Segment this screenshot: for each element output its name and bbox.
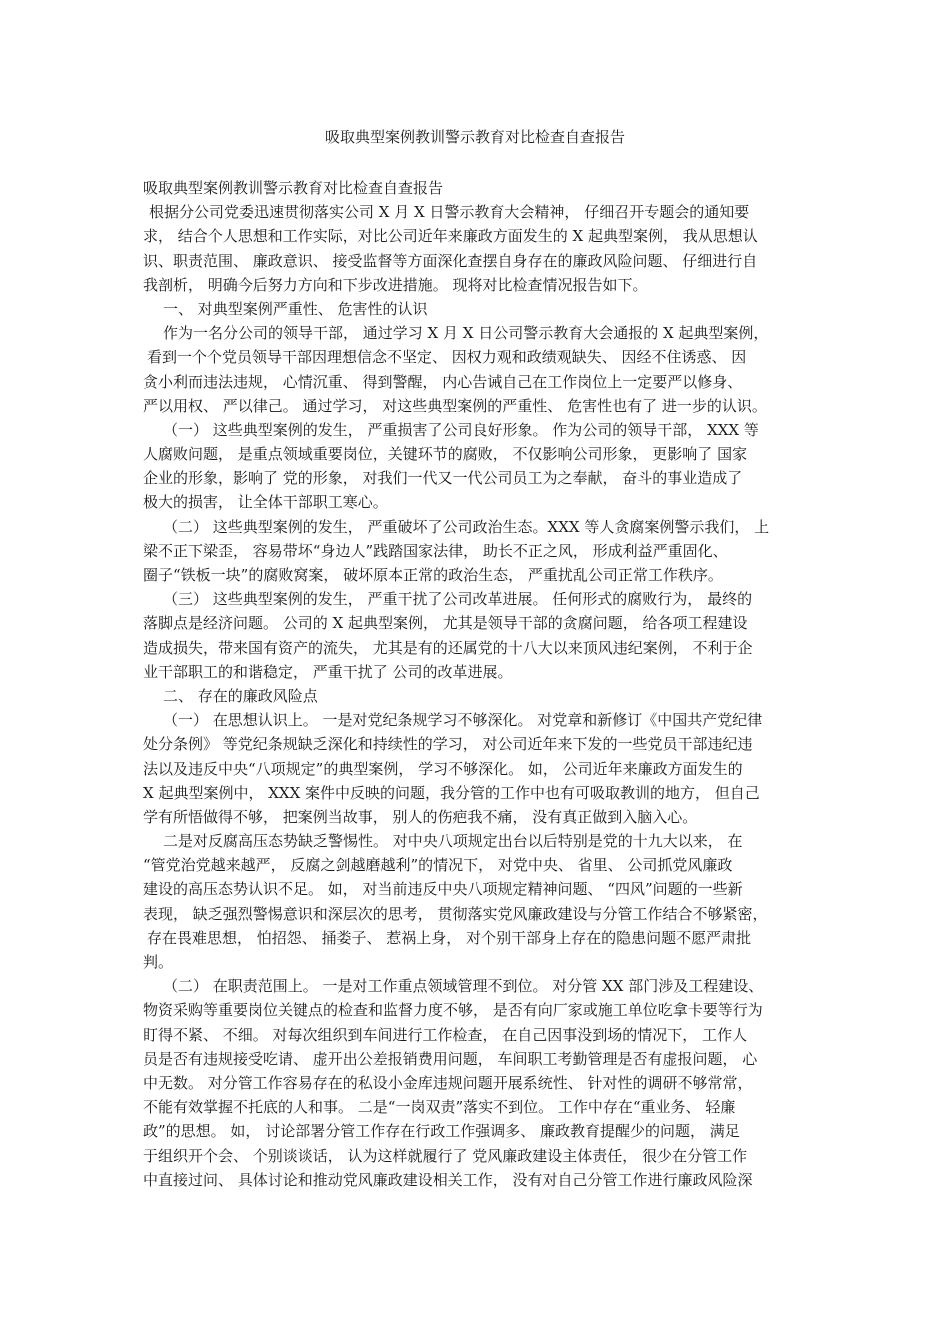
paragraph-line: 二是对反腐高压态势缺乏警惕性。 对中央八项规定出台以后特别是党的十九大以来， 在 — [163, 832, 743, 851]
paragraph-line: 求， 结合个人思想和工作实际，对比公司近年来廉政方面发生的 X 起典型案例， 我从思想认 — [143, 227, 758, 246]
paragraph-line: 作为一名分公司的领导干部， 通过学习 X 月 X 日公司警示教育大会通报的 X 起典型案例， — [163, 324, 769, 343]
paragraph-line: 学有所悟做得不够， 把案例当故事， 别人的伤疤我不痛， 没有真正做到入脑入心。 — [143, 807, 698, 826]
paragraph-line: 存在畏难思想， 怕招怨、 捅娄子、 惹祸上身， 对个别干部身上存在的隐患问题不愿严肃批 — [147, 928, 752, 947]
paragraph-line: 极大的损害， 让全体干部职工寒心。 — [143, 493, 388, 512]
paragraph-line: 表现， 缺乏强烈警惕意识和深层次的思考， 贯彻落实党风廉政建设与分管工作结合不够紧密， — [143, 904, 768, 923]
paragraph-line: 贪小利而违法违规， 心情沉重、 得到警醒， 内心告诫自己在工作岗位上一定要严以修身、 — [143, 372, 743, 391]
paragraph-line: 判。 — [143, 953, 174, 971]
paragraph-line: 政”的思想。 如， 讨论部署分管工作存在行政工作强调多、 廉政教育提醒少的问题， 满足 — [143, 1122, 740, 1141]
paragraph-line: 中直接过问、 具体讨论和推动党风廉政建设相关工作， 没有对自己分管工作进行廉政风险深 — [143, 1170, 753, 1189]
paragraph-line: 员是否有违规接受吃请、 虚开出公差报销费用问题， 车间职工考勤管理是否有虚报问题， 心 — [143, 1049, 758, 1068]
paragraph-line: 于组织开个会、 个别谈谈话， 认为这样就履行了 党风廉政建设主体责任， 很少在分管工作 — [143, 1146, 748, 1165]
section-heading: 一、 对典型案例严重性、 危害性的认识 — [163, 299, 428, 318]
paragraph-line: 法以及违反中央“八项规定”的典型案例， 学习不够深化。 如， 公司近年来廉政方面发生的 — [143, 759, 743, 778]
paragraph-line: 造成损失，带来国有资产的流失， 尤其是有的还属党的十八大以来顶风违纪案例， 不利于企 — [143, 638, 753, 657]
paragraph-line: 圈子“铁板一块”的腐败窝案， 破坏原本正常的政治生态， 严重扰乱公司正常工作秩序。 — [143, 566, 723, 584]
paragraph-line: “管党治党越来越严， 反腐之剑越磨越利”的情况下， 对党中央、 省里、 公司抓党风廉政 — [143, 856, 733, 875]
section-heading: 二、 存在的廉政风险点 — [163, 686, 318, 705]
paragraph-line: （一） 这些典型案例的发生， 严重损害了公司良好形象。 作为公司的领导干部， XXX 等 — [163, 420, 759, 439]
paragraph-line: （二） 在职责范围上。 一是对工作重点领域管理不到位。 对分管 XX 部门涉及工程建设、 — [163, 977, 764, 996]
paragraph-line: 处分条例》 等党纪条规缺乏深化和持续性的学习， 对公司近年来下发的一些党员干部违纪违 — [143, 735, 753, 754]
paragraph-line: 我剖析， 明确今后努力方向和下步改进措施。 现将对比检查情况报告如下。 — [143, 275, 648, 294]
paragraph-line: 建设的高压态势认识不足。 如， 对当前违反中央八项规定精神问题、 “四风”问题的一些新 — [143, 880, 743, 899]
paragraph-line: 盯得不紧、 不细。 对每次组织到车间进行工作检查， 在自己因事没到场的情况下， 工作人 — [143, 1025, 748, 1044]
paragraph-line: 人腐败问题， 是重点领域重要岗位，关键环节的腐败， 不仅影响公司形象， 更影响了 国家 — [143, 445, 748, 464]
paragraph-line: 中无数。 对分管工作容易存在的私设小金库违规问题开展系统性、 针对性的调研不够常常， — [143, 1073, 753, 1092]
paragraph-line: 识、职责范围、 廉政意识、 接受监督等方面深化查摆自身存在的廉政风险问题、 仔细进行自 — [143, 251, 758, 270]
paragraph-line: 业干部职工的和谐稳定， 严重干扰了 公司的改革进展。 — [143, 662, 513, 681]
paragraph-line: 物资采购等重要岗位关键点的检查和监督力度不够， 是否有向厂家或施工单位吃拿卡要等行为 — [143, 1001, 763, 1020]
paragraph-line: （二） 这些典型案例的发生， 严重破坏了公司政治生态。XXX 等人贪腐案例警示我们， 上 — [163, 517, 770, 536]
body-subtitle: 吸取典型案例教训警示教育对比检查自查报告 — [143, 179, 444, 197]
paragraph-line: 落脚点是经济问题。 公司的 X 起典型案例， 尤其是领导干部的贪腐问题， 给各项工程建设 — [143, 614, 748, 633]
paragraph-line: X 起典型案例中， XXX 案件中反映的问题，我分管的工作中也有可吸取教训的地方， 但自己 — [143, 783, 760, 802]
paragraph-line: 梁不正下梁歪， 容易带坏“身边人”践踏国家法律， 助长不正之风， 形成利益严重固化、 — [143, 541, 728, 560]
document-body — [143, 176, 813, 1192]
paragraph-line: 看到一个个党员领导干部因理想信念不坚定、 因权力观和政绩观缺失、 因经不住诱惑、 因 — [147, 348, 747, 367]
paragraph-line: 根据分公司党委迅速贯彻落实公司 X 月 X 日警示教育大会精神， 仔细召开专题会的通知要 — [149, 203, 750, 222]
paragraph-line: （三） 这些典型案例的发生， 严重干扰了公司改革进展。 任何形式的腐败行为， 最终的 — [163, 590, 753, 609]
paragraph-line: 不能有效掌握不托底的人和事。 二是“一岗双责”落实不到位。 工作中存在“重业务、 轻廉 — [143, 1098, 736, 1117]
page-title: 吸取典型案例教训警示教育对比检查自查报告 — [324, 128, 625, 146]
paragraph-line: 企业的形象，影响了 党的形象， 对我们一代又一代公司员工为之奉献， 奋斗的事业造成了 — [143, 469, 743, 488]
paragraph-line: （一） 在思想认识上。 一是对党纪条规学习不够深化。 对党章和新修订《中国共产党纪律 — [163, 711, 763, 730]
paragraph-line: 严以用权、 严以律己。 通过学习， 对这些典型案例的严重性、 危害性也有了 进一步的认识。 — [143, 396, 767, 415]
